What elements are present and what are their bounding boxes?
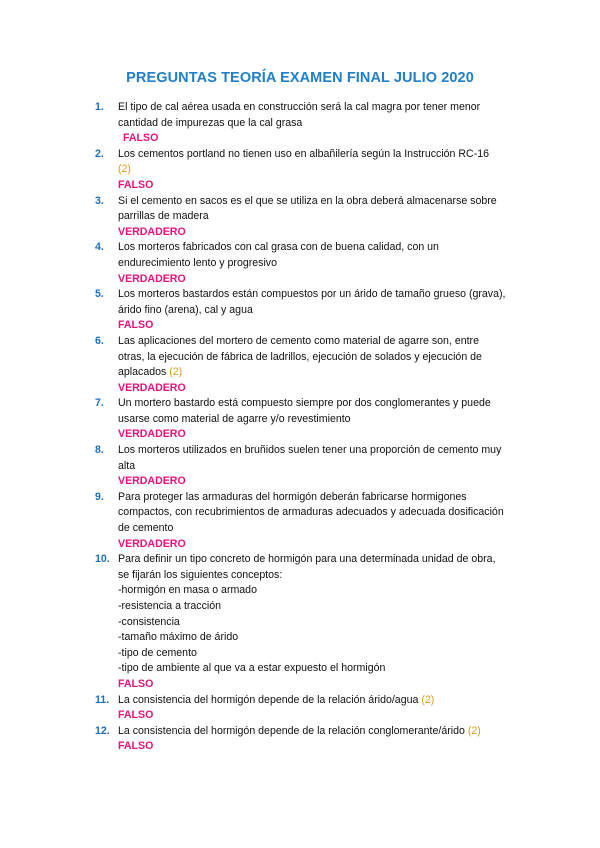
question-item	[95, 396, 508, 443]
question-item	[95, 552, 508, 692]
question-text: Si el cemento en sacos es el que se utiliza en la obra deberá almacenarse sobre parrillas de madera	[118, 194, 497, 223]
question-item	[95, 490, 508, 552]
question-text: La consistencia del hormigón depende de la relación conglomerante/árido	[118, 724, 465, 737]
question-mark: (2)	[467, 724, 481, 737]
question-item	[95, 693, 508, 724]
question-text: Las aplicaciones del mortero de cemento como material de agarre son, entre otras, la ejecución de fábrica de ladrillos, ejecución de solados y ejecución de aplacados	[118, 334, 482, 379]
question-item	[95, 100, 508, 147]
question-number: 4.	[95, 241, 104, 254]
question-subitem: -resistencia a tracción	[118, 600, 222, 612]
question-number: 5.	[95, 288, 104, 301]
question-text: Los morteros bastardos están compuestos por un árido de tamaño grueso (grava), árido fino (arena), cal y agua	[118, 288, 506, 316]
question-answer: VERDADERO	[118, 428, 186, 441]
question-answer: FALSO	[123, 132, 159, 145]
question-answer: FALSO	[118, 178, 154, 191]
question-number: 10.	[95, 553, 110, 566]
question-number: 12.	[95, 724, 110, 737]
question-item	[95, 287, 508, 334]
question-answer: FALSO	[118, 709, 154, 722]
question-list	[0, 100, 600, 755]
question-item	[95, 194, 508, 241]
question-text: Los morteros utilizados en bruñidos suelen tener una proporción de cemento muy alta	[118, 444, 502, 472]
question-answer: FALSO	[118, 740, 154, 753]
question-answer: VERDADERO	[118, 475, 186, 488]
question-number: 3.	[95, 194, 104, 207]
question-subitem: -consistencia	[118, 615, 180, 628]
question-answer: VERDADERO	[118, 381, 186, 394]
question-subitem: -tipo de cemento	[118, 646, 197, 659]
question-number: 8.	[95, 444, 104, 457]
question-text: Los cementos portland no tienen uso en albañilería según la Instrucción RC-16	[118, 147, 490, 160]
question-item	[95, 724, 508, 755]
question-answer: VERDADERO	[118, 225, 186, 238]
question-item	[95, 334, 508, 396]
question-number: 7.	[95, 397, 104, 410]
question-number: 6.	[95, 334, 104, 347]
question-mark: (2)	[421, 693, 435, 706]
question-number: 9.	[95, 490, 104, 503]
question-item	[95, 240, 508, 287]
question-text: Los morteros fabricados con cal grasa con de buena calidad, con un endurecimiento lento y progresivo	[118, 241, 439, 269]
question-answer: VERDADERO	[118, 272, 186, 285]
question-answer: FALSO	[118, 677, 154, 690]
question-answer: VERDADERO	[118, 537, 186, 550]
question-subitem: -tipo de ambiente al que va a estar expuesto el hormigón	[118, 662, 386, 675]
question-mark: (2)	[169, 366, 183, 379]
question-item	[95, 147, 508, 194]
question-text: Un mortero bastardo está compuesto siempre por dos conglomerantes y puede usarse como material de agarre y/o revestimiento	[118, 397, 491, 425]
question-number: 1.	[95, 101, 104, 113]
question-number: 2.	[95, 147, 104, 160]
question-subitem: -tamaño máximo de árido	[118, 631, 239, 644]
question-mark: (2)	[118, 163, 131, 176]
question-text: El tipo de cal aérea usada en construcción será la cal magra por tener menor cantidad de impurezas que la cal grasa	[118, 101, 481, 129]
question-subitem: -hormigón en masa o armado	[118, 584, 257, 597]
question-answer: FALSO	[118, 319, 154, 332]
document-title: PREGUNTAS TEORÍA EXAMEN FINAL JULIO 2020	[126, 70, 474, 86]
question-item	[95, 443, 508, 490]
question-text: La consistencia del hormigón depende de la relación árido/agua	[118, 693, 419, 706]
question-number: 11.	[95, 693, 110, 706]
question-text: Para definir un tipo concreto de hormigón para una determinada unidad de obra, se fijarán los siguientes conceptos:	[118, 553, 496, 581]
question-text: Para proteger las armaduras del hormigón deberán fabricarse hormigones compactos, con recubrimientos de armaduras adecuados y adecuada dosificación de cemento	[118, 490, 504, 535]
